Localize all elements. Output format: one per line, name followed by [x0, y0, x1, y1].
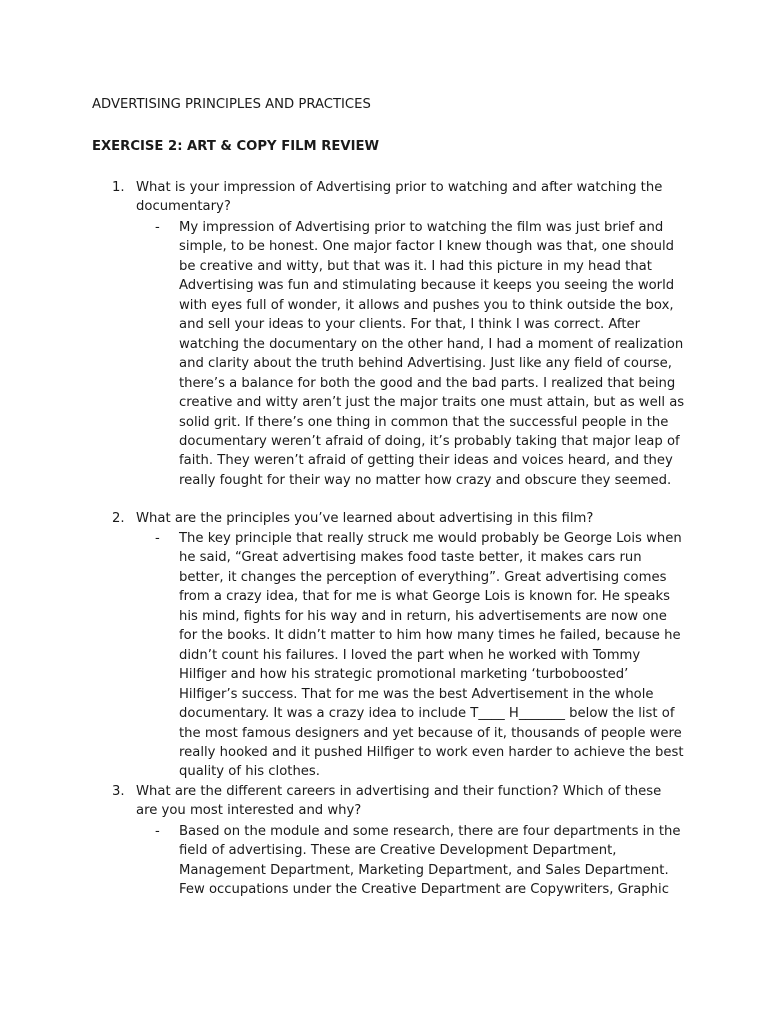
question-text: What are the different careers in advertising and their function? Which of these are you most interested and why?: [136, 784, 662, 819]
question-2: [112, 509, 672, 528]
answer-2: [155, 529, 685, 782]
course-title: ADVERTISING PRINCIPLES AND PRACTICES: [92, 97, 371, 112]
answer-text: Based on the module and some research, there are four departments in the field of advertising. These are Creative Development Department, Management Department, Marketing Department, and Sales Department. Few occupations under the Creative Department are Copywriters, Graphic: [179, 824, 681, 898]
answer-3: [155, 822, 685, 900]
exercise-title: EXERCISE 2: ART & COPY FILM REVIEW: [92, 139, 380, 154]
question-3: [112, 782, 672, 821]
answer-text: The key principle that really struck me would probably be George Lois when he said, “Great advertising makes food taste better, it makes cars run better, it changes the perception of everything”. Great advertising comes from a crazy idea, that for me is what George Lois is known for. He speaks his mind, fights for his way and in return, his advertisements are now one for the books. It didn’t matter to him how many times he failed, because he didn’t count his failures. I loved the part when he worked with Tommy Hilfiger and how his strategic promotional marketing ‘turboboosted’ Hilfiger’s success. That for me was the best Advertisement in the whole documentary. It was a crazy idea to include T____ H_______ below the list of the most famous designers and yet because of it, thousands of people were really hooked and it pushed Hilfiger to work even harder to achieve the best quality of his clothes.: [179, 531, 684, 780]
question-number: 3.: [112, 784, 125, 799]
bullet-dash: -: [155, 531, 160, 546]
question-1: [112, 178, 672, 217]
question-text: What are the principles you’ve learned about advertising in this film?: [136, 511, 594, 526]
bullet-dash: -: [155, 220, 160, 235]
question-text: What is your impression of Advertising prior to watching and after watching the documentary?: [136, 180, 663, 215]
answer-text: My impression of Advertising prior to watching the film was just brief and simple, to be honest. One major factor I knew though was that, one should be creative and witty, but that was it. I had this picture in my head that Advertising was fun and stimulating because it keeps you seeing the world with eyes full of wonder, it allows and pushes you to think outside the box, and sell your ideas to your clients. For that, I think I was correct. After watching the documentary on the other hand, I had a moment of realization and clarity about the truth behind Advertising. Just like any field of course, there’s a balance for both the good and the bad parts. I realized that being creative and witty aren’t just the major traits one must attain, but as well as solid grit. If there’s one thing in common that the successful people in the documentary weren’t afraid of doing, it’s probably taking that major leap of faith. They weren’t afraid of getting their ideas and voices heard, and they really fought for their way no matter how crazy and obscure they seemed.: [179, 220, 685, 488]
bullet-dash: -: [155, 824, 160, 839]
answer-1: [155, 218, 685, 490]
question-number: 1.: [112, 180, 125, 195]
question-number: 2.: [112, 511, 125, 526]
